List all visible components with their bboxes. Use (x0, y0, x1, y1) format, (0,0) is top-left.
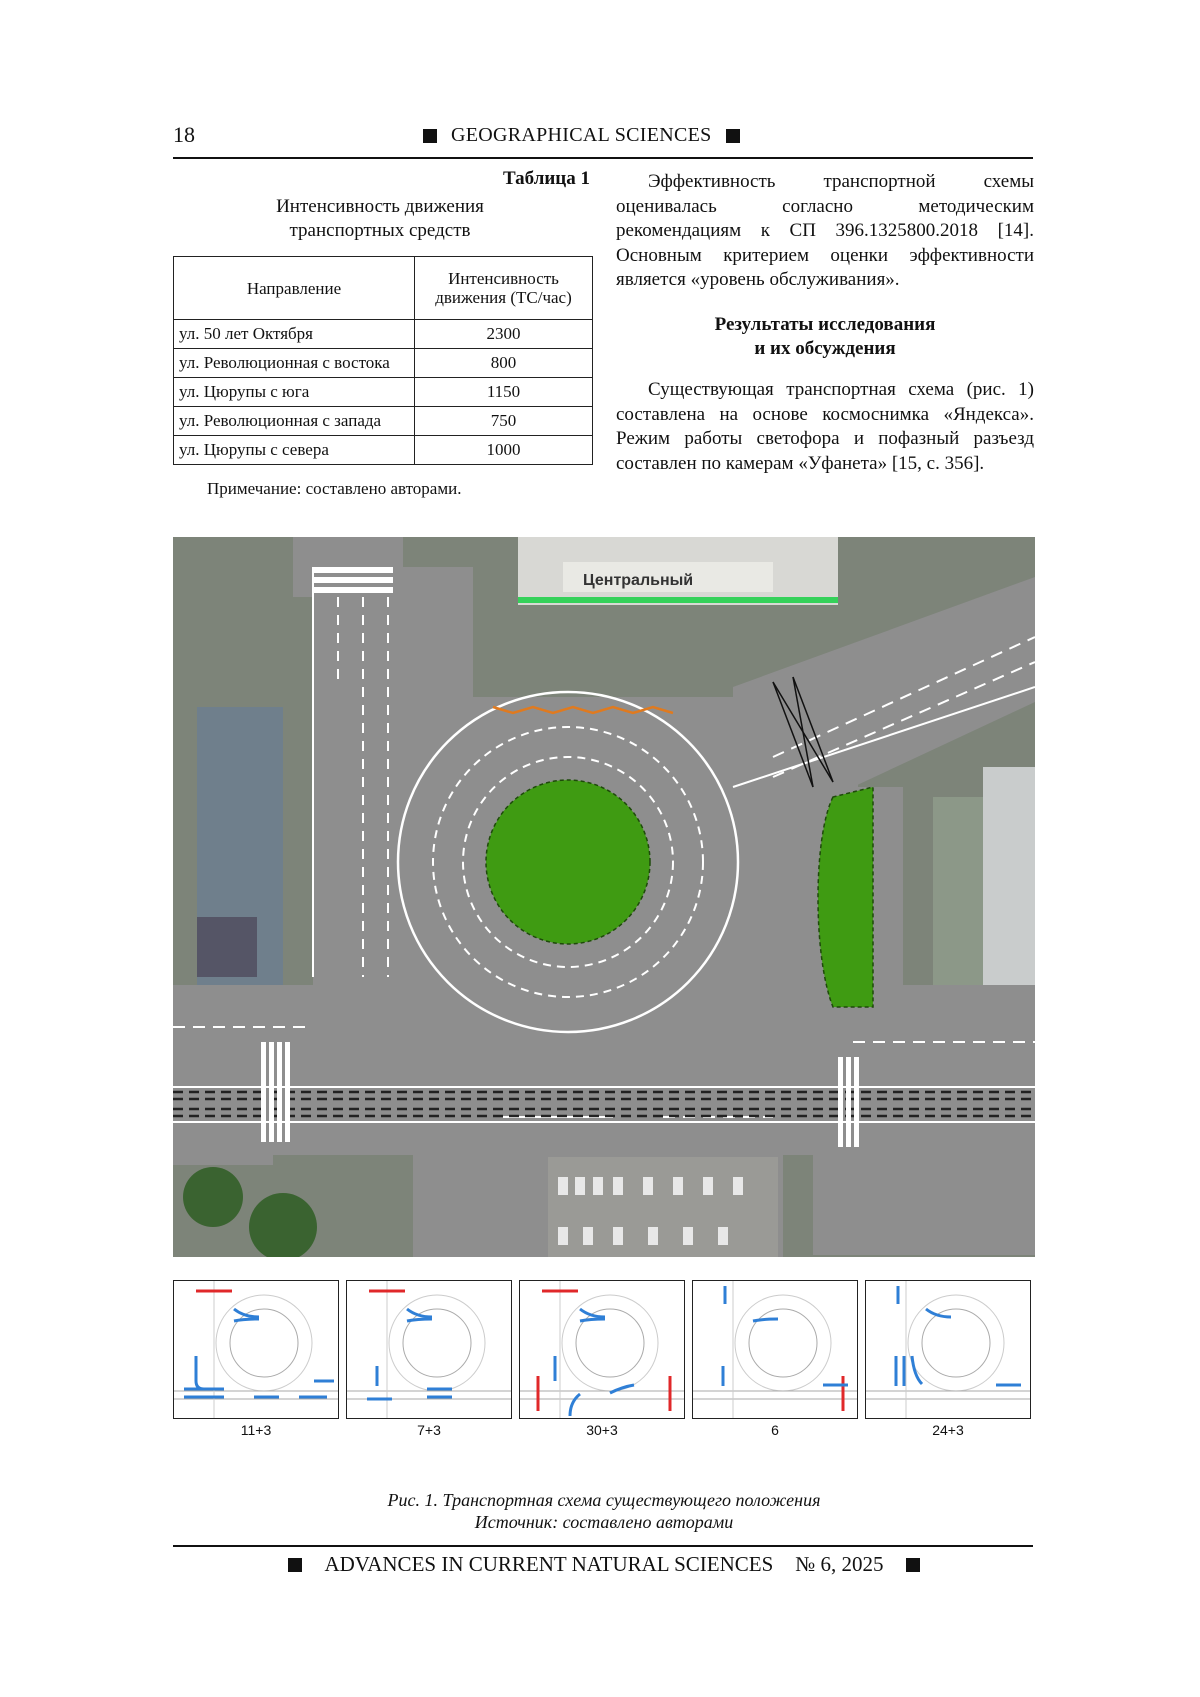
direction-cell: ул. Революционная с востока (174, 349, 415, 378)
phase-3-svg (520, 1281, 684, 1418)
journal-name: ADVANCES IN CURRENT NATURAL SCIENCES (324, 1552, 774, 1576)
table-row (174, 320, 593, 349)
paragraph-2 (616, 378, 1034, 476)
direction-cell: ул. Цюрупы с юга (174, 378, 415, 407)
phase-3 (519, 1280, 685, 1446)
figure-caption-title: Рис. 1. Транспортная схема существующего положения (387, 1490, 821, 1510)
phase-2-duration: 7+3 (417, 1422, 441, 1438)
intensity-cell: 2300 (415, 320, 593, 349)
page-number: 18 (173, 122, 195, 147)
phase-2-diagram (346, 1280, 512, 1419)
phase-5-svg (866, 1281, 1030, 1418)
phase-1-svg (174, 1281, 338, 1418)
table-title (200, 195, 560, 243)
east-green-island (818, 787, 873, 1007)
running-head (423, 124, 740, 147)
table-number: Таблица 1 (502, 168, 590, 189)
paragraph-1 (616, 170, 1034, 293)
table-row (174, 407, 593, 436)
phase-4 (692, 1280, 858, 1446)
tree (183, 1167, 243, 1227)
right-building (983, 767, 1035, 987)
direction-cell: ул. 50 лет Октября (174, 320, 415, 349)
col-intensity-header: Интенсивность движения (ТС/час) (415, 257, 593, 320)
square-bullet-icon (288, 1558, 302, 1572)
intensity-cell: 750 (415, 407, 593, 436)
section-heading-line1: Результаты исследования (714, 314, 936, 335)
intensity-cell: 1000 (415, 436, 593, 465)
phase-4-diagram (692, 1280, 858, 1419)
phase-2-svg (347, 1281, 511, 1418)
southeast-road (813, 1155, 1035, 1255)
intersection-scheme-map (173, 537, 1035, 1257)
phase-5-duration: 24+3 (932, 1422, 964, 1438)
phase-2 (346, 1280, 512, 1446)
table-title-line2: транспортных средств (289, 220, 471, 241)
table-row (174, 378, 593, 407)
intensity-cell: 1150 (415, 378, 593, 407)
phase-4-svg (693, 1281, 857, 1418)
signal-phases-strip (173, 1280, 1035, 1448)
parking-lot (548, 1157, 778, 1257)
table-title-line1: Интенсивность движения (276, 196, 484, 217)
square-bullet-icon (726, 129, 740, 143)
table-row (174, 436, 593, 465)
market-green-strip (518, 597, 838, 603)
journal-section: GEOGRAPHICAL SCIENCES (451, 124, 712, 146)
central-island (486, 780, 650, 944)
phase-1-duration: 11+3 (240, 1422, 272, 1438)
header-rule (173, 157, 1033, 159)
square-bullet-icon (906, 1558, 920, 1572)
square-bullet-icon (423, 129, 437, 143)
figure-caption (173, 1489, 1035, 1533)
left-building-annex (197, 917, 257, 977)
phase-1 (173, 1280, 339, 1446)
issue-number: № 6, 2025 (795, 1552, 884, 1576)
table-row (174, 349, 593, 378)
paragraph-2-text: Существующая транспортная схема (рис. 1) составлена на основе космоснимка «Яндекса». Режим работы светофора и пофазный разъезд составлен по камерам «Уфанета» [15, с. 356]. (616, 379, 1034, 474)
direction-cell: ул. Революционная с запада (174, 407, 415, 436)
phase-3-diagram (519, 1280, 685, 1419)
phase-5 (865, 1280, 1031, 1446)
table-note: Примечание: составлено авторами. (207, 479, 462, 498)
main-street-road (173, 985, 1035, 1155)
paragraph-1-text: Эффективность транспортной схемы оценивалась согласно методическим рекомендациям к СП 396.1325800.2018 [14]. Основным критерием оценки эффективности является «уровень обслуживания». (616, 171, 1034, 290)
figure-caption-source: Источник: составлено авторами (474, 1512, 734, 1532)
right-yard (933, 797, 983, 1007)
west-road-edge (173, 1155, 273, 1165)
section-heading (616, 313, 1034, 361)
direction-cell: ул. Цюрупы с севера (174, 436, 415, 465)
col-direction-header: Направление (174, 257, 415, 320)
running-footer (173, 1552, 1035, 1577)
phase-3-duration: 30+3 (586, 1422, 618, 1438)
phase-5-diagram (865, 1280, 1031, 1419)
intensity-cell: 800 (415, 349, 593, 378)
footer-rule (173, 1545, 1033, 1547)
intersection-scheme-svg (173, 537, 1035, 1257)
intensity-table (173, 256, 593, 465)
market-sign: Центральный (583, 572, 694, 589)
phase-4-duration: 6 (771, 1422, 779, 1438)
table-header-row (174, 257, 593, 320)
section-heading-line2: и их обсуждения (754, 338, 896, 359)
phase-1-diagram (173, 1280, 339, 1419)
